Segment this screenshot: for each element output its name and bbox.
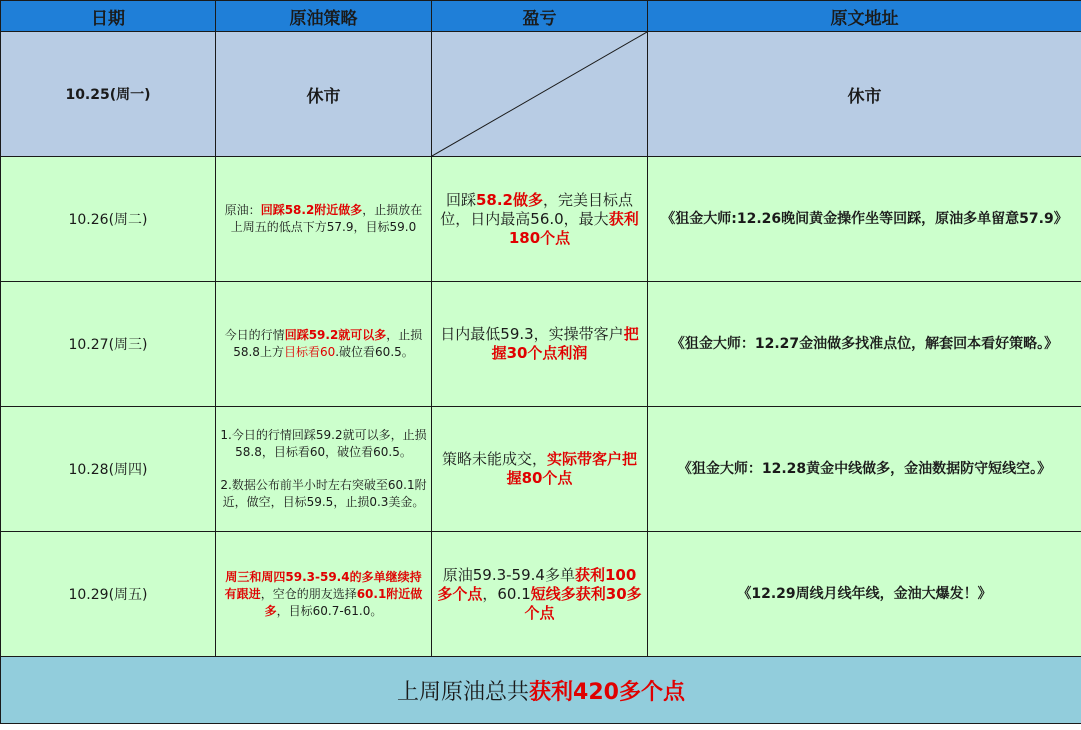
profit-highlight: 获利100多个点 — [437, 565, 637, 603]
profit-highlight: 获利180个点 — [508, 209, 639, 247]
profit-highlight: 58.2做多 — [475, 190, 543, 209]
table-row — [1, 407, 1081, 532]
strategy-text: .破位看60.5。 — [335, 345, 414, 359]
table-row — [1, 282, 1081, 407]
header-date[interactable]: 日期 — [1, 1, 216, 32]
profit-text: ，60.1 — [482, 584, 531, 603]
total-cell[interactable] — [1, 657, 1081, 724]
strategy-highlight: 回踩58.2附近做多 — [260, 203, 363, 217]
source-cell[interactable]: 休市 — [648, 32, 1081, 157]
strategy-cell[interactable] — [216, 157, 432, 282]
profit-cell-empty[interactable] — [432, 32, 648, 157]
strategy-text: 原油： — [224, 203, 261, 217]
strategy-highlight: 60.1附近做多 — [264, 586, 423, 618]
strategy-paragraph-2: 2.数据公布前半小时左右突破至60.1附近，做空，目标59.5，止损0.3美金。 — [220, 478, 427, 509]
date-cell[interactable]: 10.28(周四) — [1, 407, 216, 532]
strategy-cell[interactable]: 休市 — [216, 32, 432, 157]
total-row — [1, 657, 1081, 724]
strategy-highlight: 回踩59.2就可以多 — [284, 328, 387, 342]
strategy-cell[interactable] — [216, 407, 432, 532]
strategy-paragraph-1: 1.今日的行情回踩59.2就可以多，止损58.8，目标看60，破位看60.5。 — [220, 428, 427, 459]
date-cell[interactable]: 10.25(周一) — [1, 32, 216, 157]
header-row — [1, 1, 1081, 32]
table-row — [1, 532, 1081, 657]
profit-highlight: 实际带客户把握80个点 — [506, 450, 638, 487]
profit-text: 回踩 — [445, 190, 476, 209]
strategy-highlight: 目标看60 — [283, 345, 336, 359]
header-profit[interactable]: 盈亏 — [432, 1, 648, 32]
strategy-text: ，空仓的朋友选择 — [260, 586, 357, 601]
total-highlight: 获利420多个点 — [529, 679, 685, 705]
table-row — [1, 157, 1081, 282]
source-cell[interactable]: 《狙金大师:12.26晚间黄金操作坐等回踩，原油多单留意57.9》 — [648, 157, 1081, 282]
date-cell[interactable]: 10.27(周三) — [1, 282, 216, 407]
paragraph-gap — [220, 461, 427, 477]
strategy-text: ，目标60.7-61.0。 — [276, 603, 383, 618]
strategy-cell[interactable] — [216, 282, 432, 407]
strategy-highlight: 周三和周四59.3-59.4的多单继续持有跟进 — [224, 569, 422, 601]
profit-highlight: 短线多获利30多个点 — [524, 584, 642, 622]
profit-text: 原油59.3-59.4多单 — [442, 565, 575, 584]
profit-text: ，完美目标点位，日内最高56.0，最大 — [440, 190, 634, 228]
strategy-text: 今日的行情 — [224, 328, 285, 342]
profit-cell[interactable] — [432, 407, 648, 532]
header-source[interactable]: 原文地址 — [648, 1, 1081, 32]
source-cell[interactable]: 《狙金大师：12.27金油做多找准点位，解套回本看好策略。》 — [648, 282, 1081, 407]
source-cell[interactable]: 《狙金大师：12.28黄金中线做多，金油数据防守短线空。》 — [648, 407, 1081, 532]
profit-cell[interactable] — [432, 157, 648, 282]
profit-text: 策略未能成交， — [441, 450, 547, 468]
source-cell[interactable]: 《12.29周线月线年线，金油大爆发！》 — [648, 532, 1081, 657]
strategy-text: ，止损58.8上方 — [233, 328, 423, 359]
profit-cell[interactable] — [432, 532, 648, 657]
profit-cell[interactable] — [432, 282, 648, 407]
date-cell[interactable]: 10.26(周二) — [1, 157, 216, 282]
strategy-text: ，止损放在上周五的低点下方57.9，目标59.0 — [230, 203, 423, 234]
total-text: 上周原油总共 — [397, 679, 530, 705]
strategy-cell[interactable] — [216, 532, 432, 657]
diagonal-line — [432, 32, 647, 156]
profit-highlight: 把握30个点利润 — [491, 325, 639, 362]
table-row — [1, 32, 1081, 157]
profit-text: 日内最低59.3，实操带客户 — [440, 325, 624, 343]
header-strategy[interactable]: 原油策略 — [216, 1, 432, 32]
date-cell[interactable]: 10.29(周五) — [1, 532, 216, 657]
